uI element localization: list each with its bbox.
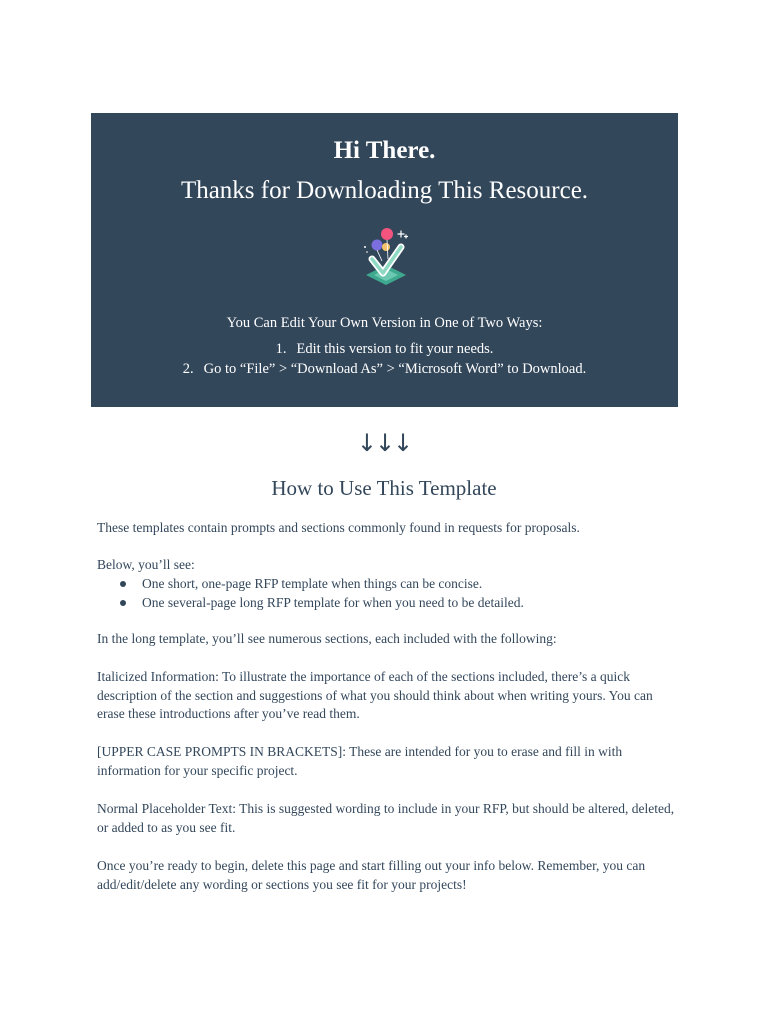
welcome-banner: [91, 113, 678, 407]
edit-option-number: 2.: [182, 361, 194, 377]
template-list: [97, 574, 677, 612]
long-template-paragraph: In the long template, you’ll see numerous sections, each included with the following:: [97, 631, 557, 646]
edit-option-item: [91, 339, 678, 359]
list-item: [97, 593, 677, 612]
bullet-icon: [120, 581, 126, 587]
list-item-text: One several-page long RFP template for when you need to be detailed.: [142, 595, 524, 610]
edit-option-item: [91, 359, 678, 379]
placeholder-text-paragraph: Normal Placeholder Text: This is suggested wording to include in your RFP, but should be altered, deleted, or added to as you see fit.: [97, 801, 675, 835]
section-heading: How to Use This Template: [271, 476, 497, 500]
down-arrows-icon: ↓↓↓: [356, 429, 412, 457]
edit-option-text: Go to “File” > “Download As” > “Microsoft Word” to Download.: [203, 361, 587, 377]
banner-subtitle: Thanks for Downloading This Resource.: [180, 177, 589, 204]
upper-case-prompts-paragraph: [UPPER CASE PROMPTS IN BRACKETS]: These are intended for you to erase and fill in with information for your specific project.: [97, 744, 623, 778]
edit-option-number: 1.: [275, 341, 287, 357]
edit-options-list: [91, 339, 678, 379]
list-item-text: One short, one-page RFP template when things can be concise.: [142, 576, 483, 591]
banner-title: Hi There.: [333, 137, 436, 164]
italicized-info-paragraph: Italicized Information: To illustrate the importance of each of the sections included, there’s a quick description of the section and suggestions of what you should think about when writing yours. You can erase these introductions after you’ve read them.: [97, 669, 653, 721]
bullet-icon: [120, 600, 126, 606]
edit-options-intro: You Can Edit Your Own Version in One of Two Ways:: [226, 315, 543, 331]
edit-option-text: Edit this version to fit your needs.: [296, 341, 494, 357]
intro-paragraph: These templates contain prompts and sections commonly found in requests for proposals.: [97, 520, 580, 535]
closing-paragraph: Once you’re ready to begin, delete this page and start filling out your info below. Remember, you can add/edit/delete any wording or sections you see fit for your projects!: [97, 858, 646, 892]
list-item: [97, 574, 677, 593]
checkmark-balloons-icon: [361, 225, 411, 287]
below-label: Below, you’ll see:: [97, 557, 195, 572]
